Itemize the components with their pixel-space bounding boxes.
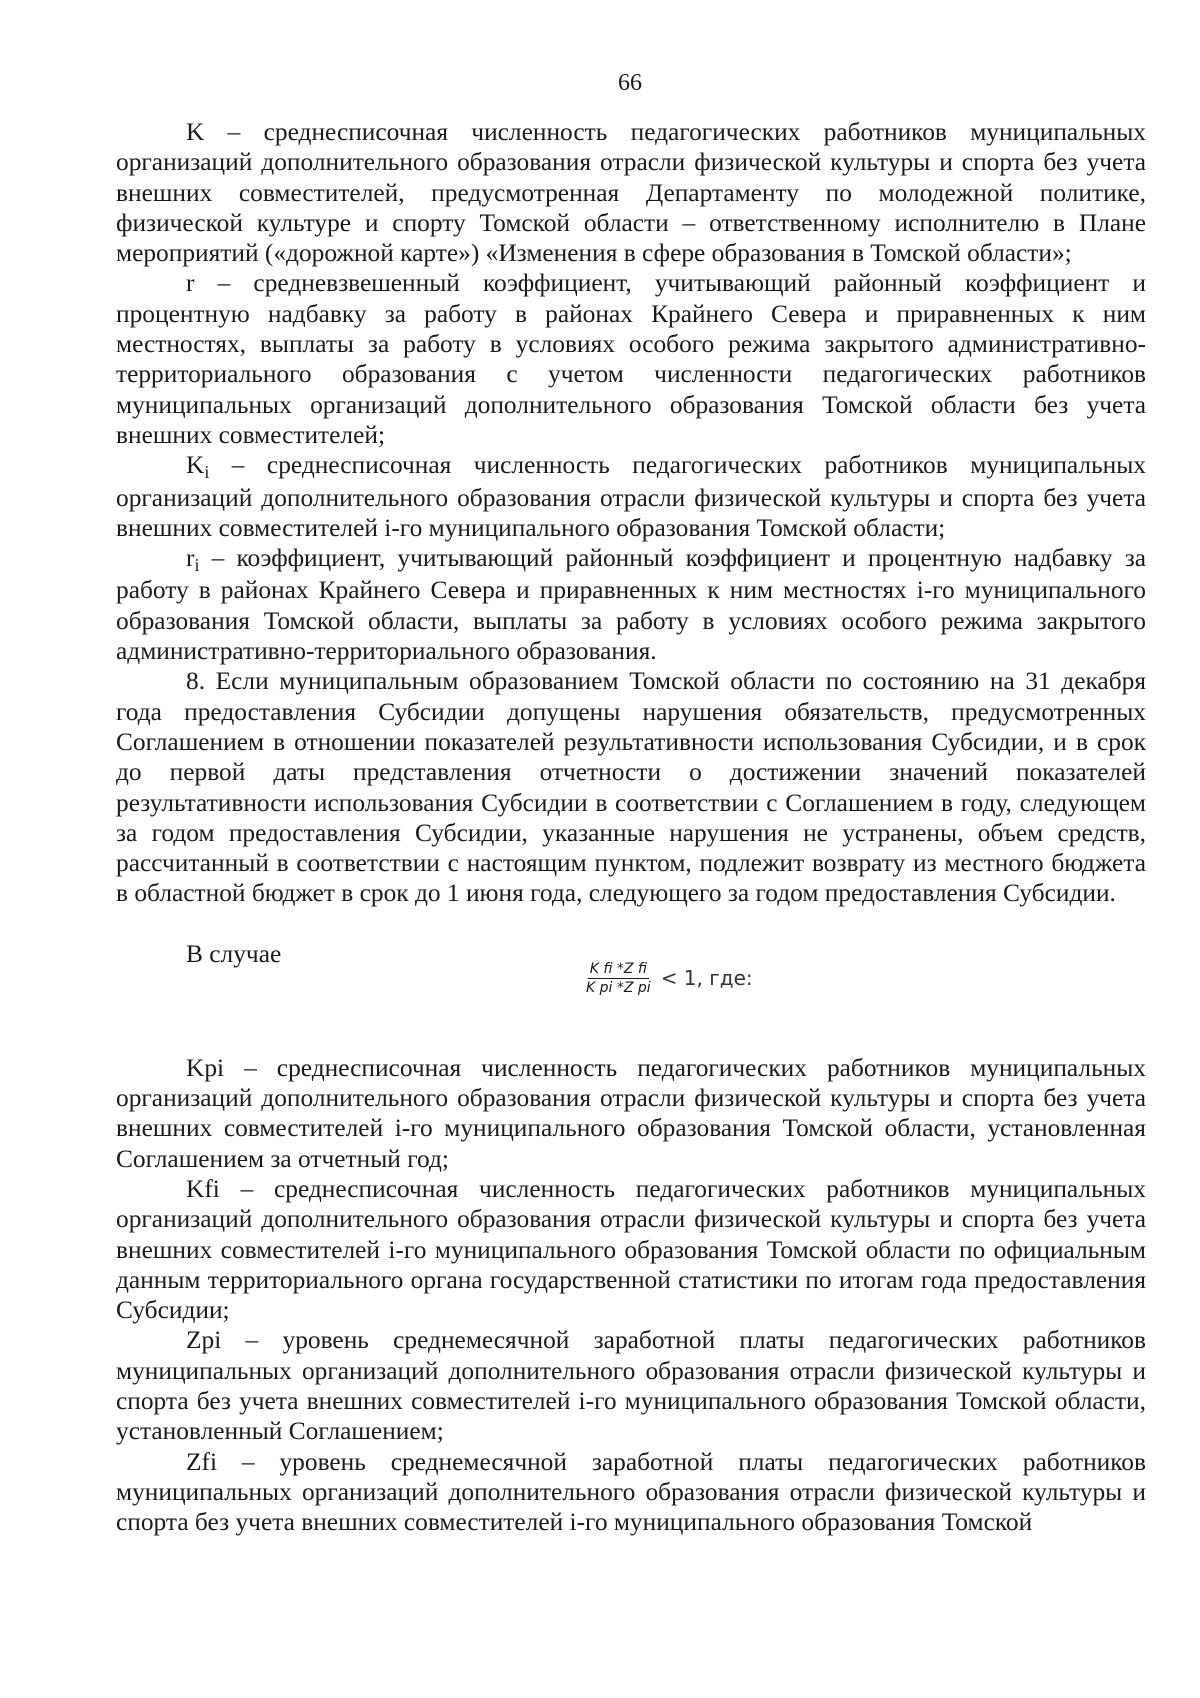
paragraph-text: – коэффициент, учитывающий районный коэффициент и процентную надбавку за работу в районах Крайнего Севера и приравненных к ним местностях i-го муниципального образования Томской области, выплаты за работу в условиях особого режима закрытого административно-территориального образования. <box>116 544 1146 666</box>
paragraph <box>116 666 1146 908</box>
term-symbol: Zfi <box>186 1447 218 1476</box>
paragraph <box>116 1325 1146 1446</box>
formula <box>584 961 753 996</box>
paragraph-text: – среднесписочная численность педагогических работников муниципальных организаций дополнительного образования отрасли физической культуры и спорта без учета внешних совместителей i-го муниципального образования Томской области, установленная Соглашением за отчетный год; <box>116 1053 1146 1173</box>
term-symbol: K <box>186 118 205 146</box>
fraction <box>584 961 653 996</box>
paragraph <box>116 268 1146 450</box>
formula-block <box>116 933 1146 1025</box>
term-symbol: Zpi <box>186 1326 222 1355</box>
term-symbol: Kfi <box>186 1174 220 1203</box>
document-body <box>116 117 1146 1537</box>
term-symbol: r <box>186 544 195 573</box>
paragraph-text: – средневзвешенный коэффициент, учитывающий районный коэффициент и процентную надбавку за работу в районах Крайнего Севера и приравненных к ним местностях, выплаты за работу в условиях особого режима закрытого административно-территориального образования с учетом численности педагогических работников муниципальных организаций дополнительного образования Томской области без учета внешних совместителей; <box>116 269 1146 449</box>
term-symbol: 8. <box>186 667 206 696</box>
paragraph-text: Если муниципальным образованием Томской области по состоянию на 31 декабря года предоставления Субсидии допущены нарушения обязательств, предусмотренных Соглашением в отношении показателей результативности использования Субсидии, и в срок до первой даты представления отчетности о достижении значений показателей результативности использования Субсидии в соответствии с Соглашением в году, следующем за годом предоставления Субсидии, указанные нарушения не устранены, объем средств, рассчитанный в соответствии с настоящим пунктом, подлежит возврату из местного бюджета в областной бюджет в срок до 1 июня года, следующего за годом предоставления Субсидии. <box>116 667 1146 908</box>
paragraph-text: – уровень среднемесячной заработной платы педагогических работников муниципальных организаций дополнительного образования отрасли физической культуры и спорта без учета внешних совместителей i-го муниципального образования Томской <box>116 1447 1146 1537</box>
paragraph <box>116 1053 1146 1174</box>
fraction-numerator: K fi *Z fi <box>589 960 647 977</box>
paragraph <box>116 1447 1146 1538</box>
paragraph <box>116 1174 1146 1325</box>
paragraph-text: – уровень среднемесячной заработной платы педагогических работников муниципальных организаций дополнительного образования отрасли физической культуры и спорта без учета внешних совместителей i-го муниципального образования Томской области, установленный Соглашением; <box>116 1326 1146 1446</box>
fraction-denominator: K pi *Z pi <box>586 979 651 996</box>
paragraphs-top <box>116 117 1146 909</box>
formula-relation: < 1, где: <box>660 966 753 991</box>
paragraph-text: – среднесписочная численность педагогических работников муниципальных организаций дополнительного образования отрасли физической культуры и спорта без учета внешних совместителей i-го муниципального образования Томской области по официальным данным территориального органа государственной статистики по итогам года предоставления Субсидии; <box>116 1174 1146 1325</box>
term-subscript: i <box>194 554 200 575</box>
paragraph <box>116 117 1146 268</box>
term-symbol: r <box>186 269 195 298</box>
case-label: В случае <box>186 939 282 968</box>
term-symbol: Kpi <box>186 1053 225 1082</box>
term-symbol: K <box>186 451 205 480</box>
page-number: 66 <box>618 70 642 96</box>
paragraph-text: – среднесписочная численность педагогических работников муниципальных организаций дополнительного образования отрасли физической культуры и спорта без учета внешних совместителей i-го муниципального образования Томской области; <box>116 451 1146 542</box>
paragraph-text: – среднесписочная численность педагогических работников муниципальных организаций дополнительного образования отрасли физической культуры и спорта без учета внешних совместителей, предусмотренная Департаменту по молодежной политике, физической культуре и спорту Томской области – ответственному исполнителю в Плане мероприятий («дорожной карте») «Изменения в сфере образования в Томской области»; <box>116 118 1146 268</box>
paragraph <box>116 543 1146 666</box>
paragraphs-bottom <box>116 1053 1146 1538</box>
paragraph <box>116 450 1146 543</box>
term-subscript: i <box>204 461 210 482</box>
